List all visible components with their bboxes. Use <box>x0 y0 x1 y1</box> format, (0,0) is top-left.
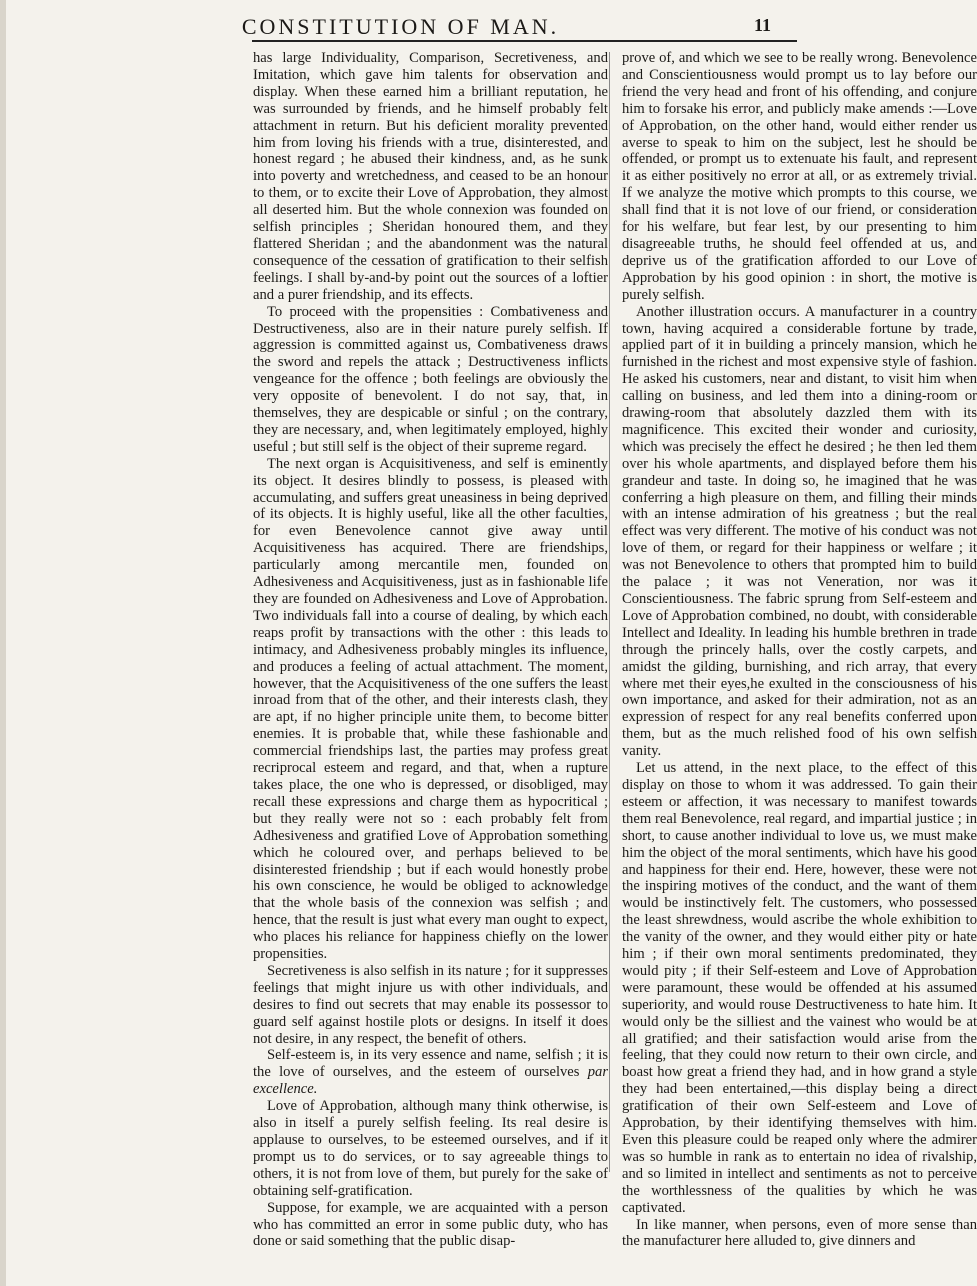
page-header <box>0 14 801 40</box>
paragraph: Suppose, for example, we are acquainted with a person who has committed an error in some public duty, who has done or said something that the public disap- <box>253 1199 608 1250</box>
paragraph: has large Individuality, Comparison, Secretiveness, and Imitation, which gave him talents for observation and display. When these earned him a brilliant reputation, he was surrounded by friends, and he himself probably felt attachment in return. But his deficient morality prevented him from loving his friends with a true, disinterested, and honest regard ; he abused their kindness, and, as he sunk into poverty and wretchedness, and ceased to be an honour to them, or to excite their Love of Approbation, they almost all deserted him. But the whole connexion was founded on selfish principles ; Sheridan honoured them, and they flattered Sheridan ; and the abandonment was the natural consequence of the cessation of gratification to their selfish feelings. I shall by-and-by point out the sources of a loftier and a purer friendship, and its effects. <box>253 50 608 303</box>
paragraph: Love of Approbation, although many think otherwise, is also in itself a purely selfish feeling. Its real desire is applause to ourselves, to be esteemed ourselves, and if it prompt us to do services, or to say agreeable things to others, it is not from love of them, but purely for the sake of obtaining self-gratification. <box>253 1098 608 1199</box>
paragraph: Another illustration occurs. A manufacturer in a country town, having acquired a considerable fortune by trade, applied part of it in building a princely mansion, which he furnished in the richest and most expensive style of fashion. He asked his customers, near and distant, to visit him when calling on business, and led them into a dining-room or drawing-room that absolutely dazzled them with its magnificence. This excited their wonder and curiosity, which was precisely the effect he desired ; he then led them over his whole apartments, and displayed before them his grandeur and taste. In doing so, he imagined that he was conferring a high pleasure on them, and filling their minds with an intense admiration of his greatness ; but the real effect was very different. The motive of his conduct was not love of them, or regard for their happiness or welfare ; it was not Benevolence to others that prompted him to build the palace ; it was not Veneration, nor was it Conscientiousness. The fabric sprung from Self-esteem and Love of Approbation combined, no doubt, with considerable Intellect and Ideality. In leading his humble brethren in trade through the princely halls, over the costly carpets, and amidst the gilding, burnishing, and rich array, that every where met their eyes,he exulted in the consciousness of his own importance, and asked for their admiration, not as an expression of respect for any real benefits conferred upon them, but as the much relished food of his own selfish vanity. <box>622 303 977 760</box>
left-column <box>253 50 608 1250</box>
page-number: 11 <box>753 15 771 35</box>
paragraph: Let us attend, in the next place, to the effect of this display on those to whom it was addressed. To gain their esteem or affection, it was necessary to manifest towards them real Benevolence, real regard, and impartial justice ; in short, to cause another individual to love us, we must make him the object of the moral sentiments, which have his good and happiness for their end. Here, however, these were not the inspiring motives of the conduct, and the want of them would be instinctively felt. The customers, who possessed the least shrewdness, would ascribe the whole exhibition to the vanity of the owner, and they would either pity or hate him ; if their own moral sentiments predominated, they would pity ; if their Self-esteem and Love of Approbation were paramount, these would be offended at his assumed superiority, and would rouse Destructiveness to hate him. It would only be the silliest and the vainest who would be at all gratified; and their satisfaction would arise from the feeling, that they could now return to their own circle, and boast how great a friend they had, and in how grand a style they had been entertained,—this display being a direct gratification of their own Self-esteem and Love of Approbation, by their identifying themselves with him. Even this pleasure could be reaped only where the admirer was so humble in rank as to entertain no idea of rivalship, and so limited in intellect and sentiments as not to perceive the worthlessness of the qualities by which he was captivated. <box>622 760 977 1216</box>
paragraph: In like manner, when persons, even of more sense than the manufacturer here alluded to, give dinners and <box>622 1216 977 1250</box>
paragraph: Self-esteem is, in its very essence and name, selfish ; it is the love of ourselves, and the esteem of ourselves par excellence. <box>253 1047 608 1098</box>
paragraph: Secretiveness is also selfish in its nature ; for it suppresses feelings that might injure us with other individuals, and desires to find out secrets that may enable its possessor to guard self against hostile plots or designs. In itself it does not desire, in any respect, the benefit of others. <box>253 962 608 1047</box>
page-edge <box>0 0 6 1286</box>
paragraph: prove of, and which we see to be really wrong. Benevolence and Conscientiousness would prompt us to lay before our friend the very head and front of his offending, and conjure him to forsake his error, and publicly make amends :—Love of Approbation, on the other hand, would either render us averse to speak to him on the subject, lest he should be offended, or prompt us to extenuate his fault, and represent it as either positively no error at all, or as extremely trivial. If we analyze the motive which prompts to this course, we shall find that it is not love of our friend, or consideration for his welfare, but fear lest, by our presenting to him disagreeable truths, he should feel offended at us, and deprive us of the gratification afforded to our Love of Approbation by his good opinion : in short, the motive is purely selfish. <box>622 50 977 303</box>
right-column <box>622 50 977 1250</box>
paragraph: To proceed with the propensities : Combativeness and Destructiveness, also are in their nature purely selfish. If aggression is committed against us, Combativeness draws the sword and repels the attack ; Destructiveness inflicts vengeance for the offence ; both feelings are obviously the very opposite of benevolent. I do not say, that, in themselves, they are despicable or sinful ; on the contrary, they are necessary, and, when legitimately employed, highly useful ; but still self is the object of their supreme regard. <box>253 303 608 455</box>
column-divider <box>609 52 610 1172</box>
header-rule <box>252 40 797 42</box>
running-head: CONSTITUTION OF MAN. <box>241 14 560 39</box>
paragraph: The next organ is Acquisitiveness, and self is eminently its object. It desires blindly to possess, is pleased with accumulating, and suffers great uneasiness in being deprived of its objects. It is highly useful, like all the other faculties, for even Benevolence cannot give away until Acquisitiveness has acquired. There are friendships, particularly among mercantile men, founded on Adhesiveness and Acquisitiveness, just as in fashionable life they are founded on Adhesiveness and Love of Approbation. Two individuals fall into a course of dealing, by which each reaps profit by transactions with the other : this leads to intimacy, and Adhesiveness probably mingles its influence, and produces a feeling of actual attachment. The moment, however, that the Acquisitiveness of the one suffers the least inroad from that of the other, and their interests clash, they are apt, if no higher principle unite them, to become bitter enemies. It is probable that, while these fashionable and commercial friendships last, the parties may profess great recriprocal esteem and regard, and that, when a rupture takes place, the one who is depressed, or disobliged, may recall these expressions and charge them as hypocritical ; but they really were not so : each probably felt from Adhesiveness and gratified Love of Approbation something which he coloured over, and perhaps believed to be disinterested friendship ; but if each would honestly probe his own conscience, he would be obliged to acknowledge that the whole basis of the connexion was selfish ; and hence, that the result is just what every man ought to expect, who places his reliance for happiness chiefly on the lower propensities. <box>253 455 608 963</box>
